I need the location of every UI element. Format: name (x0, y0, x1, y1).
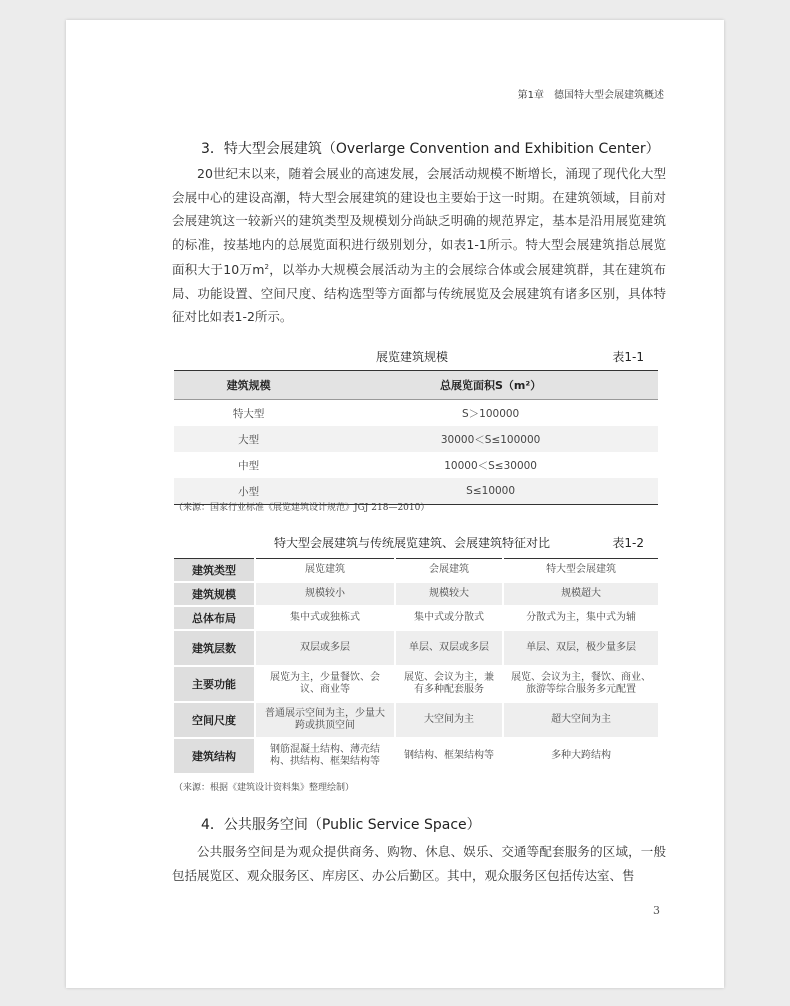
table-1-source: （来源：国家行业标准《展览建筑设计规范》JGJ 218—2010） (174, 503, 430, 513)
table-cell: 小型 (174, 478, 323, 505)
table-cell: 特大型会展建筑 (503, 559, 658, 582)
table-cell: 超大空间为主 (503, 702, 658, 738)
table-cell: 会展建筑 (395, 559, 503, 582)
table-1-caption: 展览建筑规模 (376, 350, 449, 364)
table-cell: 特大型 (232, 407, 265, 420)
table-cell: 展览建筑 (255, 559, 395, 582)
table-cell: 展览、会议为主，餐饮、商业、旅游等综合服务多元配置 (503, 666, 658, 702)
table-2-number: 表1-2 (612, 536, 644, 550)
table-cell: 双层或多层 (255, 630, 395, 666)
table-row (174, 738, 658, 774)
table-row (174, 582, 658, 606)
table-cell: 30000＜S≤100000 (323, 426, 658, 452)
table-row (174, 702, 658, 738)
table-row (174, 606, 658, 630)
table-cell: 大型 (174, 426, 323, 452)
table-cell: 大空间为主 (395, 702, 503, 738)
table-row (174, 630, 658, 666)
paragraph-text-part1: 20世纪末以来，随着会展业的高速发展，会展活动规模不断增长，涌现了现代化大型会展中心的建设高潮，特大型会展建筑的建设也主要始于这一时期。在建筑领域，目前对会展建筑这一较新兴的建筑类型及规模划分尚缺乏明确的规范界定，基本是沿用展览建筑的标准，按基地内的总展览面积进行级别划分，如表1-1所示。特大型会展建筑指总展览面积大于10万m (172, 166, 666, 278)
table-cell: 普通展示空间为主，少量大跨或拱顶空间 (255, 702, 395, 738)
table-row (174, 400, 658, 427)
table-1 (174, 370, 658, 505)
section-3-paragraph (172, 162, 666, 329)
table-row (174, 452, 658, 478)
section-4-heading: 4．公共服务空间（Public Service Space） (201, 817, 481, 833)
column-header: 建筑规模 (174, 371, 323, 400)
table-row (174, 426, 658, 452)
table-2-source: （来源：根据《建筑设计资料集》整理绘制） (174, 783, 355, 793)
section-4-paragraph: 公共服务空间是为观众提供商务、购物、休息、娱乐、交通等配套服务的区域，一般包括展览区、观众服务区、库房区、办公后勤区。其中，观众服务区包括传达室、售 (172, 844, 666, 883)
table-cell: 钢筋混凝土结构、薄壳结构、拱结构、框架结构等 (255, 738, 395, 774)
table-cell: 规模超大 (503, 582, 658, 606)
running-head: 第1章 德国特大型会展建筑概述 (517, 90, 664, 101)
book-page (66, 20, 724, 988)
column-header: 总展览面积S（m²） (323, 371, 658, 400)
table-cell: 集中式或分散式 (395, 606, 503, 630)
row-header: 主要功能 (174, 666, 255, 702)
table-cell: 单层、双层，极少量多层 (503, 630, 658, 666)
section-3-heading: 3．特大型会展建筑（Overlarge Convention and Exhibition Center） (201, 141, 660, 157)
row-header: 建筑结构 (174, 738, 255, 774)
table-cell: 10000＜S≤30000 (444, 459, 537, 472)
table-2-caption: 特大型会展建筑与传统展览建筑、会展建筑特征对比 (274, 536, 551, 550)
table-cell: 多种大跨结构 (503, 738, 658, 774)
table-cell: 展览、会议为主，兼有多种配套服务 (395, 666, 503, 702)
table-cell: 展览为主，少量餐饮、会议、商业等 (255, 666, 395, 702)
table-header-row (174, 371, 658, 400)
table-cell: 中型 (238, 459, 260, 472)
paragraph-text-part2: ，以举办大规模会展活动为主的会展综合体或会展建筑群，其在建筑布局、功能设置、空间尺度、结构选型等方面都与传统展览及会展建筑有诸多区别，具体特征对比如表1-2所示。 (172, 262, 666, 325)
table-cell: 钢结构、框架结构等 (395, 738, 503, 774)
table-1-number: 表1-1 (612, 350, 644, 364)
row-header: 空间尺度 (174, 702, 255, 738)
row-header: 总体布局 (174, 606, 255, 630)
page-number: 3 (653, 904, 660, 917)
table-cell: 规模较大 (395, 582, 503, 606)
table-cell: 规模较小 (255, 582, 395, 606)
table-cell: 单层、双层或多层 (395, 630, 503, 666)
row-header: 建筑层数 (174, 630, 255, 666)
table-row (174, 666, 658, 702)
table-cell: 集中式或独栋式 (255, 606, 395, 630)
table-cell: 分散式为主，集中式为辅 (503, 606, 658, 630)
table-cell: S≤10000 (323, 478, 658, 505)
superscript: 2 (264, 263, 269, 271)
table-cell: S＞100000 (461, 407, 520, 420)
row-header: 建筑类型 (174, 559, 255, 582)
table-2 (174, 558, 658, 775)
row-header: 建筑规模 (174, 582, 255, 606)
table-row (174, 559, 658, 582)
